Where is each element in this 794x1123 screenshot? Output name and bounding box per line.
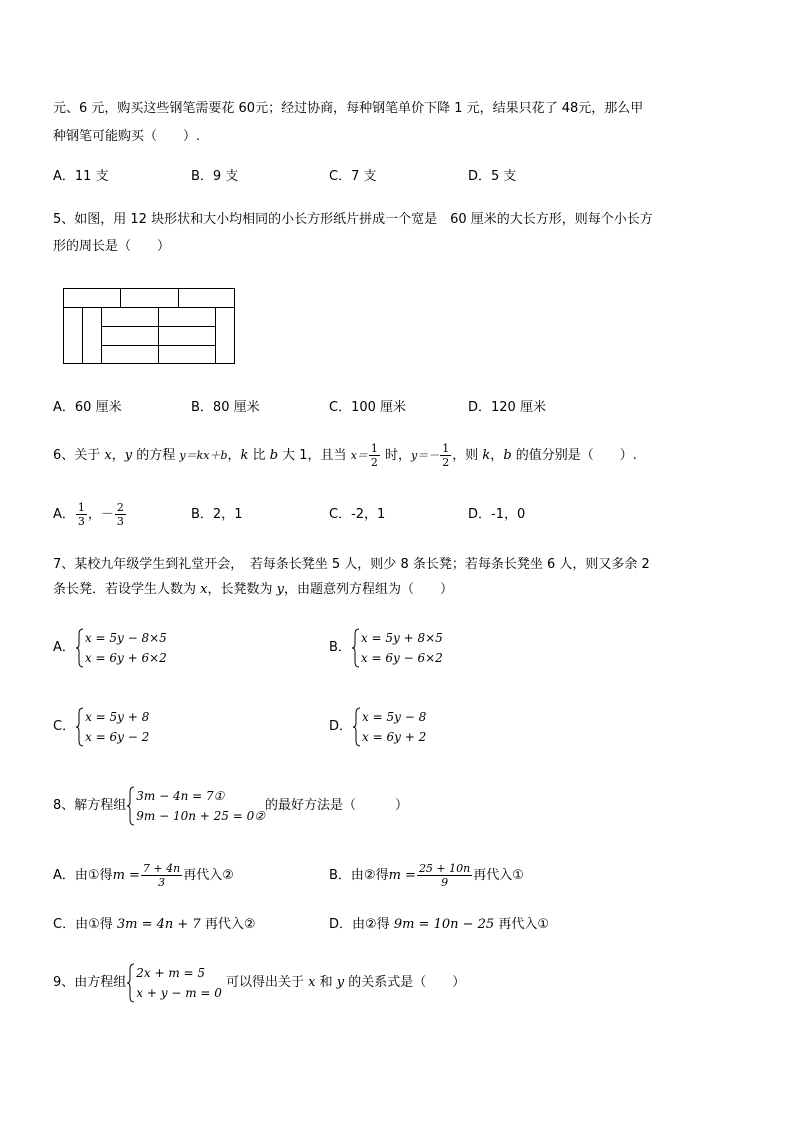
q6-var-b: b <box>503 448 512 463</box>
q5-option-c: C．100 厘米 <box>329 400 407 415</box>
equation-1: 2x + m = 5 <box>136 966 206 980</box>
option-separator: ，－ <box>87 507 114 522</box>
equation-2: x = 6y + 6×2 <box>84 651 167 665</box>
equation-system <box>75 628 167 668</box>
option-text: 再代入② <box>200 917 256 932</box>
q7-line-1: 7、某校九年级学生到礼堂开会， 若每条长凳坐 5 人，则少 8 条长凳；若每条长凳坐 6 人，则又多余 2 <box>53 557 650 572</box>
q7-option-a <box>53 628 167 668</box>
q6-option-b: B．2，1 <box>191 507 243 522</box>
option-text: C．由①得 <box>53 917 117 932</box>
brace-icon <box>351 628 361 668</box>
q6-x-equals: x＝ <box>350 449 368 462</box>
q8-suffix: 的最好方法是（ ） <box>265 798 409 813</box>
intro-option-a: A．11 支 <box>53 169 109 184</box>
equation-system <box>352 707 426 747</box>
option-text: 再代入② <box>183 868 234 883</box>
q6-comma: ， <box>490 448 504 463</box>
q9-prefix: 9、由方程组 <box>53 975 127 990</box>
q8-option-c <box>53 915 256 935</box>
q7-option-b <box>329 628 443 668</box>
q7-text: ，长凳数为 <box>207 582 277 597</box>
q6-option-c: C．-2，1 <box>329 507 386 522</box>
fraction-numerator: 25 + 10n <box>418 862 471 875</box>
option-text: 再代入① <box>473 868 524 883</box>
q8-stem <box>53 786 408 826</box>
q6-prefix: 6、关于 <box>53 448 105 463</box>
q6-var-b: b <box>269 448 279 463</box>
q7-text: ，由题意列方程组为（ ） <box>283 582 453 597</box>
q9-var-y: y <box>336 975 345 990</box>
equation-2: x + y − m = 0 <box>136 986 222 1000</box>
fraction-numerator: 1 <box>442 442 450 455</box>
rectangle-tiling-figure <box>62 287 237 367</box>
equation-system <box>126 786 265 826</box>
q6-var-x: x <box>104 448 112 463</box>
fraction <box>417 862 472 889</box>
equation-1: 3m − 4n = 7① <box>136 789 225 803</box>
fraction-denominator: 3 <box>116 515 124 528</box>
q6-half-fraction <box>369 442 380 469</box>
option-math: 9m = 10n − 25 <box>393 917 495 932</box>
q8-option-a <box>53 858 234 894</box>
fraction-numerator: 7 + 4n <box>142 862 181 875</box>
brace-icon <box>126 963 136 1003</box>
option-text: B．由②得 <box>329 868 389 883</box>
option-text: D．由②得 <box>329 917 394 932</box>
q9-text: 可以得出关于 <box>221 975 309 990</box>
equation-1: x = 5y + 8×5 <box>360 631 443 645</box>
q5-line-1: 5、如图，用 12 块形状和大小均相同的小长方形纸片拼成一个宽是 60 厘米的大长方形，则每个小长方 <box>53 212 653 227</box>
q7-var-y: y <box>276 582 284 597</box>
fraction <box>76 501 87 528</box>
option-label: A． <box>53 507 75 522</box>
fraction <box>115 501 126 528</box>
q7-var-x: x <box>200 582 208 597</box>
option-math: m = <box>388 868 416 883</box>
intro-option-c: C．7 支 <box>329 169 377 184</box>
q6-option-a <box>53 498 127 532</box>
option-label: D． <box>329 719 353 734</box>
option-label: C． <box>53 719 76 734</box>
fraction <box>141 862 182 889</box>
intro-option-b: B．9 支 <box>191 169 239 184</box>
brace-icon <box>75 707 85 747</box>
fraction-numerator: 1 <box>370 442 378 455</box>
brace-icon <box>75 628 85 668</box>
q6-var-k: k <box>240 448 249 463</box>
q8-prefix: 8、解方程组 <box>53 798 127 813</box>
equation-1: x = 5y + 8 <box>85 710 150 724</box>
option-text: A．由①得 <box>53 868 113 883</box>
intro-line-1: 元、6 元，购买这些钢笔需要花 60元；经过协商，每种钢笔单价下降 1 元，结果只花了 48元，那么甲 <box>53 101 644 116</box>
q6-text: 大 1，且当 <box>278 448 351 463</box>
option-text: 再代入① <box>494 917 549 932</box>
q6-comma: ， <box>111 448 125 463</box>
brace-icon <box>352 707 362 747</box>
option-math: m = <box>112 868 140 883</box>
q7-text: 条长凳．若设学生人数为 <box>53 582 201 597</box>
fraction-numerator: 2 <box>116 501 124 514</box>
fraction-numerator: 1 <box>77 501 85 514</box>
q8-option-b <box>329 858 524 894</box>
q9-stem <box>53 963 465 1003</box>
q9-text: 和 <box>315 975 337 990</box>
fraction-denominator: 3 <box>158 876 166 889</box>
q6-option-d: D．-1，0 <box>468 507 526 522</box>
equation-1: x = 5y − 8×5 <box>84 631 167 645</box>
q5-option-a: A．60 厘米 <box>53 400 122 415</box>
fraction-denominator: 9 <box>441 876 449 889</box>
q5-option-d: D．120 厘米 <box>468 400 546 415</box>
q6-comma: ， <box>227 448 241 463</box>
q6-var-y: y <box>124 448 133 463</box>
equation-2: 9m − 10n + 25 = 0② <box>136 809 266 823</box>
q7-option-c <box>53 707 149 747</box>
q7-option-d <box>329 707 426 747</box>
q8-option-d <box>329 915 549 935</box>
option-label: A． <box>53 640 75 655</box>
equation-system <box>351 628 443 668</box>
fraction-denominator: 2 <box>370 456 378 469</box>
option-label: B． <box>329 640 351 655</box>
brace-icon <box>126 786 136 826</box>
q9-var-x: x <box>308 975 316 990</box>
q7-line-2 <box>53 580 453 600</box>
q5-option-b: B．80 厘米 <box>191 400 260 415</box>
fraction-denominator: 2 <box>442 456 450 469</box>
q6-text: 的值分别是（ ）. <box>511 448 637 463</box>
q6-text: 的方程 <box>132 448 180 463</box>
option-math: 3m = 4n + 7 <box>116 917 201 932</box>
equation-2: x = 6y − 2 <box>85 730 150 744</box>
equation-1: x = 5y − 8 <box>362 710 427 724</box>
q5-line-2: 形的周长是（ ） <box>53 239 171 254</box>
q6-var-k: k <box>482 448 491 463</box>
q6-half-fraction-2 <box>440 442 451 469</box>
fraction-denominator: 3 <box>77 515 85 528</box>
q6-text: 时， <box>380 448 412 463</box>
equation-2: x = 6y + 2 <box>362 730 427 744</box>
equation-2: x = 6y − 6×2 <box>360 651 443 665</box>
q9-suffix: 的关系式是（ ） <box>344 975 466 990</box>
intro-option-d: D．5 支 <box>468 169 517 184</box>
q6-y-equals: y＝－ <box>411 449 440 462</box>
equation-system <box>75 707 149 747</box>
q6-equation: y＝kx＋b <box>179 449 228 462</box>
q6-text: ，则 <box>452 448 483 463</box>
q6-stem <box>53 440 637 472</box>
intro-line-2: 种钢笔可能购买（ ）. <box>53 129 201 144</box>
q6-text: 比 <box>248 448 270 463</box>
equation-system <box>126 963 222 1003</box>
